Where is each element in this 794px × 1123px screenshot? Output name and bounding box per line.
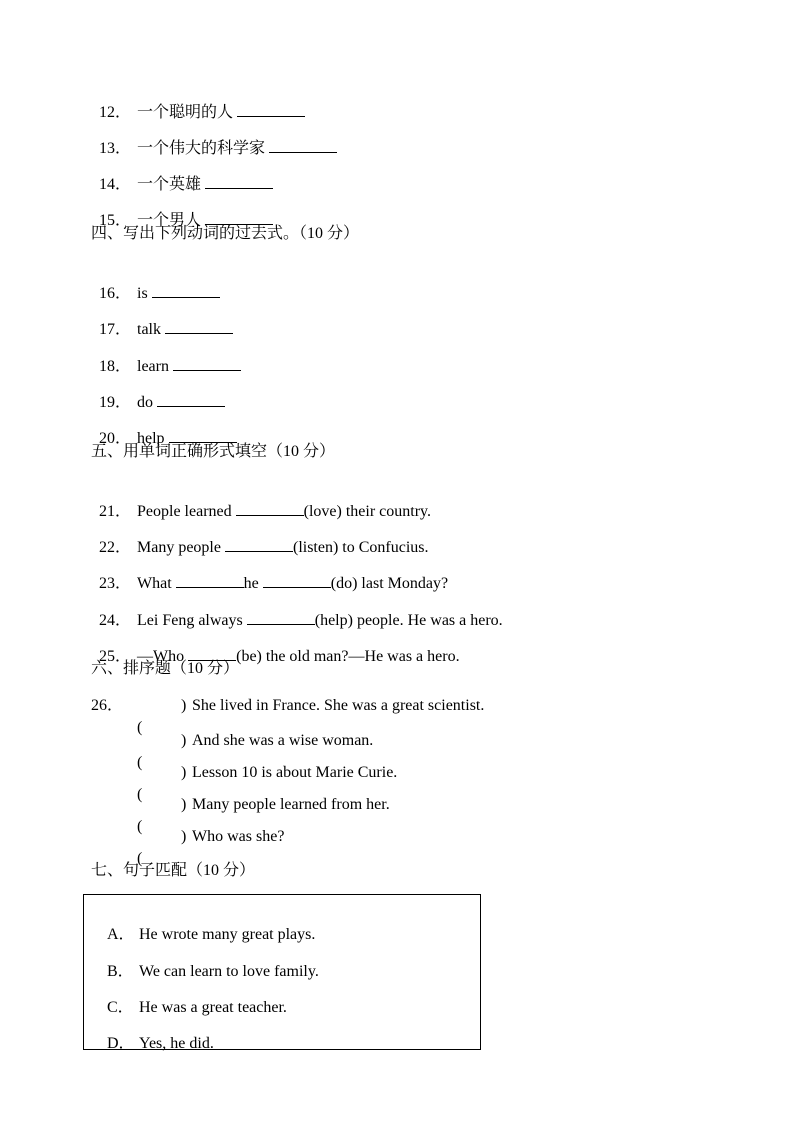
question-text: 一个男人 [137,212,206,229]
question-18 [91,332,241,375]
question-12 [91,78,305,121]
option-d [91,1011,214,1052]
question-13 [91,114,337,157]
sentence-part: (be) the old man?—He was a hero. [236,648,460,665]
paren-open: ( [137,754,143,771]
question-number: 22． [99,539,132,556]
paren-open: ( [137,719,143,736]
option-a [91,902,316,943]
ordering-item [129,695,485,736]
ordering-item [129,826,285,867]
question-number: 17． [99,321,132,338]
verb-word: learn [137,358,173,375]
option-text: Yes, he did. [139,1035,214,1052]
sentence-part: (love) their country. [303,503,431,520]
section-6-title: 六、排序题（10 分） [91,660,240,677]
question-text: 一个伟大的科学家 [137,140,270,157]
verb-word: is [137,285,152,302]
ordering-sentence: Many people learned from her. [192,796,390,813]
option-text: He was a great teacher. [139,999,287,1016]
question-number: 16． [99,285,132,302]
paren-open: ( [137,818,143,835]
question-number: 24． [99,612,132,629]
ordering-sentence: Who was she? [192,828,285,845]
section-7-title: 七、句子匹配（10 分） [91,862,256,879]
ordering-item [129,794,390,835]
question-number: 23． [99,575,132,592]
verb-word: help [137,430,169,447]
option-label: A． [107,926,135,943]
option-label: B． [107,963,134,980]
question-number: 14． [99,176,132,193]
question-number: 19． [99,394,132,411]
option-b [91,939,319,980]
paren-close: ) [181,732,187,749]
question-number: 18． [99,358,132,375]
question-20 [91,404,237,447]
ordering-item [129,730,374,771]
matching-options-box [83,894,481,1050]
question-21 [91,477,431,520]
sentence-part: (help) people. He was a hero. [314,612,503,629]
option-c [91,975,287,1016]
question-25 [91,622,460,665]
verb-word: do [137,394,157,411]
question-24 [91,586,503,629]
question-text: 一个聪明的人 [137,104,238,121]
question-15 [91,186,273,229]
question-16 [91,259,220,302]
question-number: 12． [99,104,132,121]
ordering-sentence: Lesson 10 is about Marie Curie. [192,764,398,781]
paren-close: ) [181,764,187,781]
option-label: D． [107,1035,135,1052]
section-4-title: 四、写出下列动词的过去式。（10 分） [91,225,360,242]
question-number: 20． [99,430,132,447]
question-14 [91,150,273,193]
ordering-sentence: And she was a wise woman. [192,732,374,749]
question-text: 一个英雄 [137,176,206,193]
question-number: 15． [99,212,132,229]
paren-open: ( [137,786,143,803]
sentence-part: What [137,575,176,592]
sentence-part: Many people [137,539,225,556]
section-5-title: 五、用单词正确形式填空（10 分） [91,443,336,460]
question-17 [91,295,233,338]
option-text: He wrote many great plays. [139,926,316,943]
paren-close: ) [181,828,187,845]
verb-word: talk [137,321,165,338]
question-number: 21． [99,503,132,520]
sentence-part: —Who [137,648,189,665]
sentence-part: (listen) to Confucius. [292,539,429,556]
question-number: 13． [99,140,132,157]
sentence-part: People learned [137,503,236,520]
paren-close: ) [181,697,187,714]
sentence-part: he [243,575,263,592]
question-26-number: 26． [91,697,124,714]
paren-open: ( [137,850,143,867]
option-label: C． [107,999,134,1016]
sentence-part: (do) last Monday? [330,575,449,592]
answer-blank[interactable] [269,136,337,153]
option-text: We can learn to love family. [139,963,319,980]
ordering-sentence: She lived in France. She was a great scientist. [192,697,485,714]
sentence-part: Lei Feng always [137,612,247,629]
question-22 [91,513,429,556]
question-23 [91,549,449,592]
ordering-item [129,762,398,803]
question-19 [91,368,225,411]
paren-close: ) [181,796,187,813]
question-number: 25． [99,648,132,665]
